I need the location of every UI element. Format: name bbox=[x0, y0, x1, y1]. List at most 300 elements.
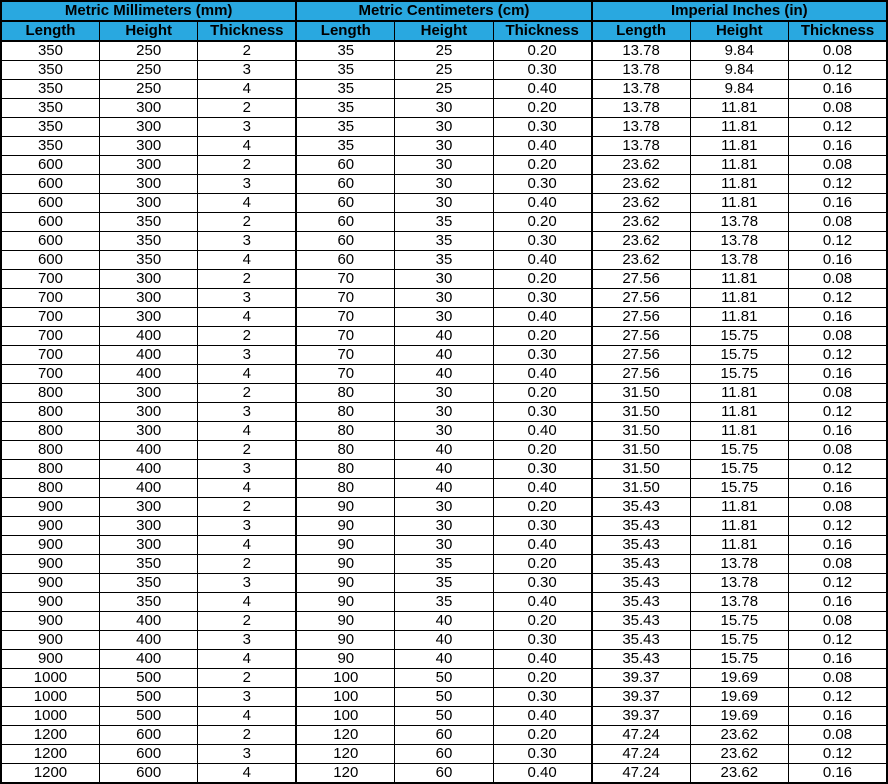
table-cell: 0.12 bbox=[789, 118, 888, 137]
table-cell: 80 bbox=[296, 479, 394, 498]
table-cell: 0.20 bbox=[493, 498, 591, 517]
table-cell: 40 bbox=[395, 631, 493, 650]
column-header-mm-thickness: Thickness bbox=[198, 21, 296, 41]
table-row bbox=[1, 118, 887, 137]
table-cell: 80 bbox=[296, 384, 394, 403]
column-header-in-height: Height bbox=[690, 21, 788, 41]
table-cell: 11.81 bbox=[690, 403, 788, 422]
table-cell: 0.12 bbox=[789, 61, 888, 80]
table-cell: 70 bbox=[296, 270, 394, 289]
table-cell: 35 bbox=[296, 80, 394, 99]
table-cell: 9.84 bbox=[690, 41, 788, 61]
table-cell: 700 bbox=[1, 270, 99, 289]
group-header-mm: Metric Millimeters (mm) bbox=[1, 1, 296, 21]
table-cell: 35 bbox=[395, 251, 493, 270]
table-cell: 0.40 bbox=[493, 308, 591, 327]
table-cell: 35.43 bbox=[592, 555, 690, 574]
table-cell: 0.40 bbox=[493, 365, 591, 384]
table-row bbox=[1, 479, 887, 498]
table-cell: 30 bbox=[395, 308, 493, 327]
table-cell: 1000 bbox=[1, 669, 99, 688]
table-cell: 0.40 bbox=[493, 593, 591, 612]
table-cell: 70 bbox=[296, 289, 394, 308]
table-cell: 3 bbox=[198, 118, 296, 137]
column-header-mm-height: Height bbox=[99, 21, 197, 41]
table-cell: 30 bbox=[395, 156, 493, 175]
table-cell: 0.40 bbox=[493, 536, 591, 555]
table-cell: 0.30 bbox=[493, 460, 591, 479]
table-cell: 0.20 bbox=[493, 441, 591, 460]
table-cell: 15.75 bbox=[690, 327, 788, 346]
table-cell: 30 bbox=[395, 194, 493, 213]
table-cell: 40 bbox=[395, 460, 493, 479]
table-cell: 400 bbox=[99, 365, 197, 384]
table-cell: 19.69 bbox=[690, 669, 788, 688]
table-cell: 23.62 bbox=[690, 764, 788, 784]
table-cell: 30 bbox=[395, 99, 493, 118]
table-cell: 13.78 bbox=[690, 232, 788, 251]
table-cell: 0.08 bbox=[789, 99, 888, 118]
table-cell: 800 bbox=[1, 479, 99, 498]
table-cell: 90 bbox=[296, 631, 394, 650]
column-header-cm-length: Length bbox=[296, 21, 394, 41]
table-cell: 23.62 bbox=[592, 251, 690, 270]
table-cell: 3 bbox=[198, 517, 296, 536]
table-cell: 900 bbox=[1, 574, 99, 593]
table-cell: 0.16 bbox=[789, 479, 888, 498]
table-cell: 900 bbox=[1, 631, 99, 650]
table-cell: 800 bbox=[1, 460, 99, 479]
table-cell: 0.08 bbox=[789, 441, 888, 460]
table-cell: 35.43 bbox=[592, 517, 690, 536]
table-cell: 900 bbox=[1, 536, 99, 555]
table-cell: 1000 bbox=[1, 707, 99, 726]
table-cell: 13.78 bbox=[690, 555, 788, 574]
table-cell: 900 bbox=[1, 593, 99, 612]
table-cell: 900 bbox=[1, 612, 99, 631]
table-cell: 30 bbox=[395, 289, 493, 308]
table-cell: 90 bbox=[296, 574, 394, 593]
table-cell: 39.37 bbox=[592, 707, 690, 726]
table-cell: 35 bbox=[395, 232, 493, 251]
table-cell: 0.20 bbox=[493, 555, 591, 574]
table-cell: 31.50 bbox=[592, 403, 690, 422]
table-cell: 120 bbox=[296, 726, 394, 745]
table-cell: 23.62 bbox=[592, 175, 690, 194]
table-cell: 1200 bbox=[1, 745, 99, 764]
table-cell: 800 bbox=[1, 384, 99, 403]
table-cell: 90 bbox=[296, 498, 394, 517]
table-cell: 350 bbox=[1, 61, 99, 80]
column-header-in-thickness: Thickness bbox=[789, 21, 888, 41]
table-cell: 27.56 bbox=[592, 308, 690, 327]
table-cell: 35 bbox=[296, 41, 394, 61]
table-cell: 50 bbox=[395, 707, 493, 726]
table-row bbox=[1, 441, 887, 460]
table-cell: 4 bbox=[198, 194, 296, 213]
table-cell: 0.20 bbox=[493, 156, 591, 175]
table-cell: 27.56 bbox=[592, 346, 690, 365]
table-cell: 4 bbox=[198, 251, 296, 270]
table-cell: 0.20 bbox=[493, 213, 591, 232]
table-body bbox=[1, 41, 887, 783]
table-cell: 0.08 bbox=[789, 156, 888, 175]
table-cell: 300 bbox=[99, 403, 197, 422]
table-cell: 900 bbox=[1, 650, 99, 669]
table-cell: 0.30 bbox=[493, 232, 591, 251]
table-cell: 30 bbox=[395, 270, 493, 289]
table-cell: 35 bbox=[395, 593, 493, 612]
table-cell: 13.78 bbox=[592, 137, 690, 156]
table-cell: 15.75 bbox=[690, 460, 788, 479]
table-cell: 35.43 bbox=[592, 593, 690, 612]
table-cell: 4 bbox=[198, 365, 296, 384]
table-cell: 350 bbox=[1, 80, 99, 99]
table-cell: 2 bbox=[198, 669, 296, 688]
table-cell: 25 bbox=[395, 41, 493, 61]
table-row bbox=[1, 574, 887, 593]
table-cell: 4 bbox=[198, 80, 296, 99]
table-cell: 30 bbox=[395, 498, 493, 517]
table-row bbox=[1, 270, 887, 289]
table-cell: 700 bbox=[1, 327, 99, 346]
table-cell: 4 bbox=[198, 764, 296, 784]
table-cell: 27.56 bbox=[592, 365, 690, 384]
table-cell: 60 bbox=[296, 194, 394, 213]
table-cell: 600 bbox=[99, 764, 197, 784]
table-cell: 0.40 bbox=[493, 650, 591, 669]
table-cell: 80 bbox=[296, 422, 394, 441]
table-cell: 13.78 bbox=[690, 574, 788, 593]
table-cell: 0.40 bbox=[493, 707, 591, 726]
table-cell: 60 bbox=[296, 156, 394, 175]
table-row bbox=[1, 669, 887, 688]
table-cell: 600 bbox=[1, 194, 99, 213]
table-cell: 300 bbox=[99, 175, 197, 194]
table-cell: 900 bbox=[1, 517, 99, 536]
table-cell: 11.81 bbox=[690, 118, 788, 137]
table-cell: 0.12 bbox=[789, 517, 888, 536]
table-cell: 2 bbox=[198, 441, 296, 460]
table-cell: 30 bbox=[395, 536, 493, 555]
table-cell: 60 bbox=[395, 726, 493, 745]
table-row bbox=[1, 631, 887, 650]
table-cell: 0.30 bbox=[493, 631, 591, 650]
table-cell: 300 bbox=[99, 308, 197, 327]
table-cell: 2 bbox=[198, 726, 296, 745]
table-cell: 0.12 bbox=[789, 346, 888, 365]
table-cell: 70 bbox=[296, 346, 394, 365]
table-cell: 0.12 bbox=[789, 460, 888, 479]
column-header-cm-height: Height bbox=[395, 21, 493, 41]
table-cell: 0.30 bbox=[493, 61, 591, 80]
table-cell: 120 bbox=[296, 764, 394, 784]
table-cell: 27.56 bbox=[592, 327, 690, 346]
table-cell: 70 bbox=[296, 365, 394, 384]
table-cell: 0.12 bbox=[789, 688, 888, 707]
table-cell: 11.81 bbox=[690, 384, 788, 403]
table-cell: 3 bbox=[198, 175, 296, 194]
table-cell: 1000 bbox=[1, 688, 99, 707]
column-header-mm-length: Length bbox=[1, 21, 99, 41]
table-cell: 300 bbox=[99, 194, 197, 213]
table-cell: 47.24 bbox=[592, 745, 690, 764]
table-cell: 31.50 bbox=[592, 384, 690, 403]
table-cell: 40 bbox=[395, 479, 493, 498]
table-cell: 1200 bbox=[1, 764, 99, 784]
table-row bbox=[1, 726, 887, 745]
table-cell: 35.43 bbox=[592, 631, 690, 650]
table-cell: 0.30 bbox=[493, 346, 591, 365]
table-cell: 400 bbox=[99, 346, 197, 365]
table-cell: 0.40 bbox=[493, 479, 591, 498]
table-cell: 0.08 bbox=[789, 213, 888, 232]
table-head bbox=[1, 1, 887, 41]
table-cell: 0.08 bbox=[789, 612, 888, 631]
table-cell: 80 bbox=[296, 441, 394, 460]
table-cell: 4 bbox=[198, 536, 296, 555]
table-cell: 0.08 bbox=[789, 327, 888, 346]
table-cell: 400 bbox=[99, 650, 197, 669]
table-cell: 350 bbox=[1, 41, 99, 61]
table-cell: 0.30 bbox=[493, 403, 591, 422]
table-row bbox=[1, 327, 887, 346]
table-cell: 15.75 bbox=[690, 441, 788, 460]
table-cell: 0.16 bbox=[789, 422, 888, 441]
group-header-cm: Metric Centimeters (cm) bbox=[296, 1, 591, 21]
table-cell: 13.78 bbox=[592, 41, 690, 61]
table-cell: 0.20 bbox=[493, 384, 591, 403]
table-cell: 400 bbox=[99, 479, 197, 498]
table-cell: 9.84 bbox=[690, 61, 788, 80]
table-cell: 0.40 bbox=[493, 137, 591, 156]
column-header-in-length: Length bbox=[592, 21, 690, 41]
table-cell: 600 bbox=[99, 726, 197, 745]
table-cell: 11.81 bbox=[690, 517, 788, 536]
group-header-row bbox=[1, 1, 887, 21]
table-cell: 0.12 bbox=[789, 574, 888, 593]
table-cell: 300 bbox=[99, 536, 197, 555]
table-cell: 23.62 bbox=[592, 213, 690, 232]
column-header-cm-thickness: Thickness bbox=[493, 21, 591, 41]
table-cell: 35 bbox=[296, 61, 394, 80]
table-cell: 250 bbox=[99, 41, 197, 61]
table-cell: 30 bbox=[395, 175, 493, 194]
table-cell: 35 bbox=[395, 555, 493, 574]
table-cell: 0.12 bbox=[789, 175, 888, 194]
table-cell: 0.30 bbox=[493, 688, 591, 707]
table-row bbox=[1, 137, 887, 156]
table-cell: 30 bbox=[395, 422, 493, 441]
table-cell: 0.20 bbox=[493, 726, 591, 745]
table-row bbox=[1, 61, 887, 80]
table-cell: 0.16 bbox=[789, 251, 888, 270]
table-cell: 90 bbox=[296, 612, 394, 631]
table-row bbox=[1, 175, 887, 194]
table-cell: 80 bbox=[296, 460, 394, 479]
table-cell: 39.37 bbox=[592, 688, 690, 707]
table-cell: 3 bbox=[198, 688, 296, 707]
table-cell: 11.81 bbox=[690, 289, 788, 308]
table-row bbox=[1, 460, 887, 479]
table-cell: 350 bbox=[99, 251, 197, 270]
table-row bbox=[1, 593, 887, 612]
table-cell: 13.78 bbox=[690, 593, 788, 612]
table-row bbox=[1, 650, 887, 669]
table-cell: 0.12 bbox=[789, 232, 888, 251]
table-cell: 0.08 bbox=[789, 270, 888, 289]
table-cell: 350 bbox=[99, 555, 197, 574]
table-cell: 600 bbox=[1, 156, 99, 175]
table-cell: 11.81 bbox=[690, 308, 788, 327]
table-cell: 0.30 bbox=[493, 175, 591, 194]
table-cell: 500 bbox=[99, 707, 197, 726]
table-row bbox=[1, 403, 887, 422]
table-cell: 70 bbox=[296, 327, 394, 346]
table-cell: 15.75 bbox=[690, 650, 788, 669]
table-cell: 40 bbox=[395, 327, 493, 346]
table-cell: 700 bbox=[1, 308, 99, 327]
table-cell: 0.20 bbox=[493, 270, 591, 289]
table-row bbox=[1, 384, 887, 403]
table-cell: 0.12 bbox=[789, 631, 888, 650]
table-cell: 100 bbox=[296, 669, 394, 688]
table-cell: 35.43 bbox=[592, 612, 690, 631]
table-cell: 0.16 bbox=[789, 650, 888, 669]
table-cell: 0.40 bbox=[493, 422, 591, 441]
table-cell: 31.50 bbox=[592, 441, 690, 460]
table-cell: 90 bbox=[296, 593, 394, 612]
table-cell: 35 bbox=[395, 574, 493, 593]
table-cell: 0.08 bbox=[789, 555, 888, 574]
table-row bbox=[1, 251, 887, 270]
table-cell: 4 bbox=[198, 479, 296, 498]
table-cell: 300 bbox=[99, 137, 197, 156]
table-cell: 30 bbox=[395, 137, 493, 156]
table-cell: 0.08 bbox=[789, 384, 888, 403]
table-cell: 250 bbox=[99, 61, 197, 80]
table-cell: 4 bbox=[198, 137, 296, 156]
table-cell: 0.16 bbox=[789, 707, 888, 726]
table-cell: 800 bbox=[1, 403, 99, 422]
table-cell: 31.50 bbox=[592, 460, 690, 479]
table-cell: 350 bbox=[99, 232, 197, 251]
table-cell: 0.40 bbox=[493, 194, 591, 213]
table-cell: 2 bbox=[198, 498, 296, 517]
table-cell: 30 bbox=[395, 384, 493, 403]
table-cell: 13.78 bbox=[592, 99, 690, 118]
table-cell: 11.81 bbox=[690, 137, 788, 156]
table-cell: 0.16 bbox=[789, 536, 888, 555]
table-cell: 40 bbox=[395, 441, 493, 460]
table-cell: 3 bbox=[198, 460, 296, 479]
table-row bbox=[1, 764, 887, 784]
table-row bbox=[1, 365, 887, 384]
table-cell: 13.78 bbox=[690, 213, 788, 232]
table-cell: 0.30 bbox=[493, 517, 591, 536]
table-cell: 60 bbox=[296, 175, 394, 194]
table-cell: 35.43 bbox=[592, 650, 690, 669]
table-cell: 100 bbox=[296, 707, 394, 726]
table-cell: 0.30 bbox=[493, 118, 591, 137]
table-cell: 0.30 bbox=[493, 289, 591, 308]
table-cell: 300 bbox=[99, 384, 197, 403]
table-cell: 27.56 bbox=[592, 270, 690, 289]
table-cell: 3 bbox=[198, 631, 296, 650]
table-cell: 4 bbox=[198, 422, 296, 441]
table-cell: 40 bbox=[395, 612, 493, 631]
table-cell: 0.16 bbox=[789, 194, 888, 213]
table-cell: 30 bbox=[395, 403, 493, 422]
table-cell: 35 bbox=[395, 213, 493, 232]
table-cell: 600 bbox=[1, 213, 99, 232]
table-cell: 23.62 bbox=[592, 194, 690, 213]
table-cell: 400 bbox=[99, 631, 197, 650]
table-cell: 400 bbox=[99, 441, 197, 460]
table-cell: 39.37 bbox=[592, 669, 690, 688]
table-cell: 9.84 bbox=[690, 80, 788, 99]
table-row bbox=[1, 422, 887, 441]
table-cell: 30 bbox=[395, 118, 493, 137]
table-cell: 350 bbox=[99, 213, 197, 232]
table-row bbox=[1, 498, 887, 517]
table-cell: 2 bbox=[198, 41, 296, 61]
table-cell: 11.81 bbox=[690, 175, 788, 194]
table-cell: 350 bbox=[1, 137, 99, 156]
table-cell: 50 bbox=[395, 669, 493, 688]
table-row bbox=[1, 745, 887, 764]
table-cell: 400 bbox=[99, 460, 197, 479]
table-row bbox=[1, 555, 887, 574]
table-cell: 700 bbox=[1, 365, 99, 384]
table-cell: 13.78 bbox=[592, 61, 690, 80]
table-cell: 35.43 bbox=[592, 498, 690, 517]
table-cell: 300 bbox=[99, 99, 197, 118]
table-row bbox=[1, 346, 887, 365]
table-cell: 0.08 bbox=[789, 726, 888, 745]
table-cell: 600 bbox=[1, 232, 99, 251]
table-cell: 47.24 bbox=[592, 726, 690, 745]
table-cell: 30 bbox=[395, 517, 493, 536]
table-row bbox=[1, 80, 887, 99]
column-header-row bbox=[1, 21, 887, 41]
table-cell: 40 bbox=[395, 650, 493, 669]
table-cell: 600 bbox=[1, 175, 99, 194]
table-cell: 35.43 bbox=[592, 574, 690, 593]
table-cell: 800 bbox=[1, 441, 99, 460]
table-cell: 800 bbox=[1, 422, 99, 441]
table-cell: 15.75 bbox=[690, 479, 788, 498]
table-cell: 700 bbox=[1, 289, 99, 308]
table-cell: 11.81 bbox=[690, 194, 788, 213]
table-cell: 47.24 bbox=[592, 764, 690, 784]
table-cell: 300 bbox=[99, 422, 197, 441]
table-cell: 35.43 bbox=[592, 536, 690, 555]
table-cell: 2 bbox=[198, 612, 296, 631]
table-cell: 0.20 bbox=[493, 327, 591, 346]
table-cell: 35 bbox=[296, 137, 394, 156]
table-cell: 120 bbox=[296, 745, 394, 764]
table-row bbox=[1, 194, 887, 213]
group-header-in: Imperial Inches (in) bbox=[592, 1, 887, 21]
table-cell: 13.78 bbox=[690, 251, 788, 270]
table-cell: 700 bbox=[1, 346, 99, 365]
table-cell: 600 bbox=[99, 745, 197, 764]
table-cell: 90 bbox=[296, 650, 394, 669]
table-cell: 350 bbox=[99, 574, 197, 593]
table-cell: 0.20 bbox=[493, 669, 591, 688]
table-cell: 0.08 bbox=[789, 41, 888, 61]
